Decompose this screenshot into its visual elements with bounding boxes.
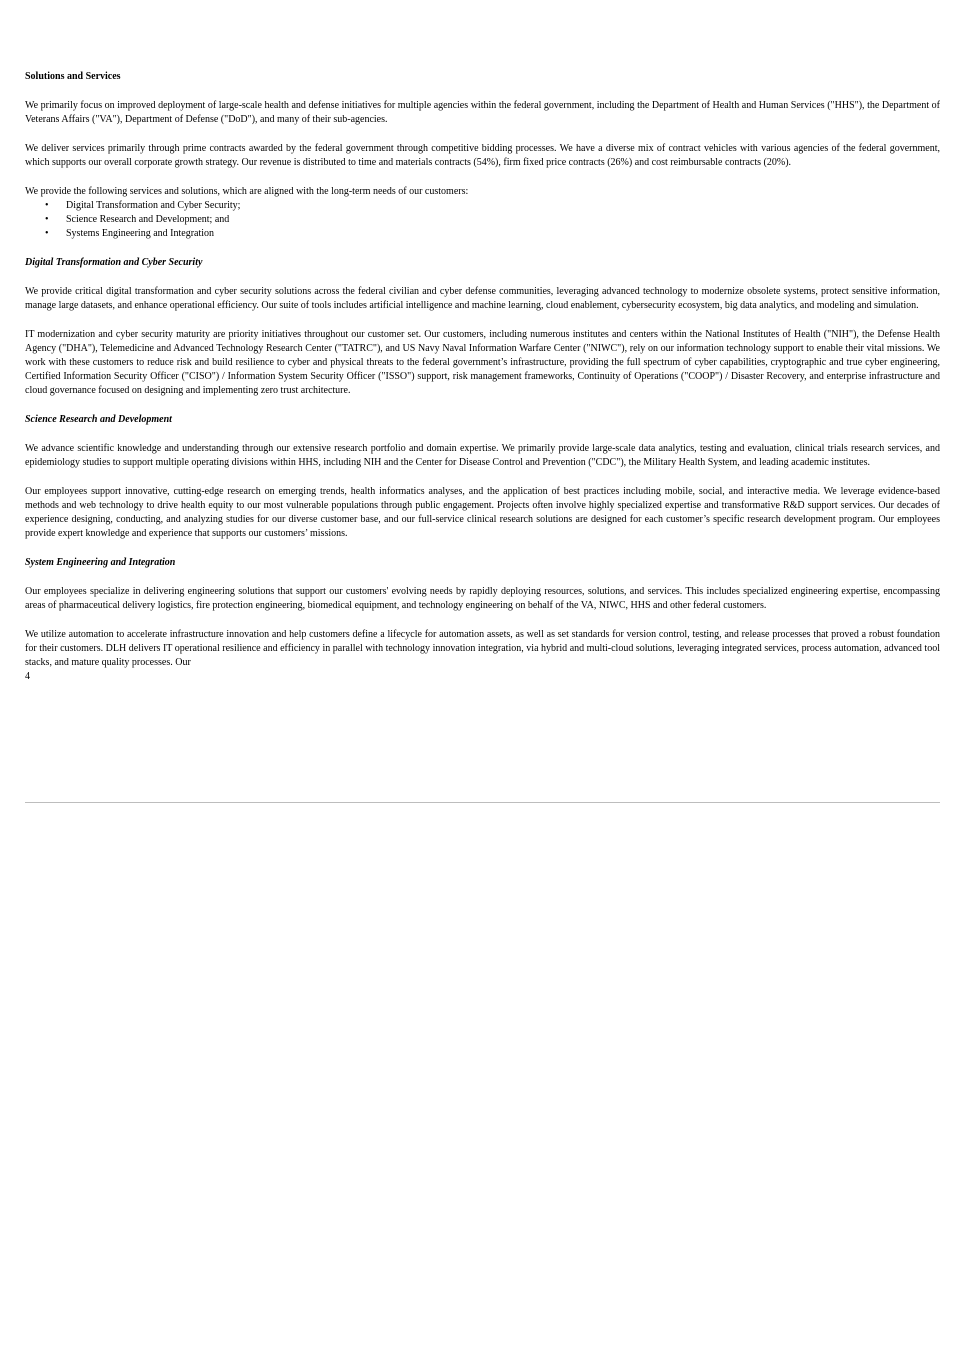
list-item-text: Science Research and Development; and: [66, 214, 230, 225]
list-item: [25, 199, 940, 213]
bullet-icon: •: [45, 228, 49, 239]
systems-paragraph-1: Our employees specialize in delivering engineering solutions that support our customers' evolving needs by rapidly deploying resources, solutions, and services. This includes specialized engineering expertise, encompassing areas of pharmaceutical delivery logistics, fire protection engineering, biomedical equipment, and technology engineering on behalf of the VA, NIWC, HHS and other federal customers.: [25, 586, 940, 611]
intro-paragraph-3: We provide the following services and solutions, which are aligned with the long-term needs of our customers:: [25, 186, 469, 197]
digital-paragraph-1: We provide critical digital transformation and cyber security solutions across the federal civilian and cyber defense communities, leveraging advanced technology to modernize obsolete systems, protect sensitive information, manage large datasets, and enhance operational efficiency. Our suite of tools includes artificial intelligence and machine learning, cloud enablement, cybersecurity ecosystem, big data analytics, and modeling and simulation.: [25, 286, 940, 311]
bullet-icon: •: [45, 214, 49, 225]
systems-engineering-heading: System Engineering and Integration: [25, 557, 176, 568]
services-list: [25, 199, 940, 241]
document-page: [25, 70, 940, 684]
list-item: [25, 227, 940, 241]
digital-paragraph-2: IT modernization and cyber security maturity are priority initiatives throughout our customer set. Our customers, including numerous institutes and centers within the National Institutes of Health ("NIH"), the Defense Health Agency ("DHA"), Telemedicine and Advanced Technology Research Center ("TATRC"), and US Navy Naval Information Warfare Center ("NIWC"), rely on our information technology support to enable their vital missions. We work with these customers to reduce risk and build resilience to cyber and physical threats to the federal government’s infrastructure, providing the full spectrum of cyber capabilities, cryptographic and true cyber engineering, Certified Information Security Officer ("CISO") / Information System Security Officer ("ISSO") support, risk management frameworks, Continuity of Operations ("COOP") / Disaster Recovery, and enterprise infrastructure and cloud governance focused on designing and implementing zero trust architecture.: [25, 329, 940, 396]
systems-paragraph-2: We utilize automation to accelerate infrastructure innovation and help customers define a lifecycle for automation assets, as well as set standards for version control, testing, and release processes that proved a robust foundation for their customers. DLH delivers IT operational resilience and efficiency in parallel with technology innovation integration, via hybrid and multi-cloud solutions, leveraging integrated services, process automation, advanced tool stacks, and mature quality processes. Our: [25, 629, 940, 668]
page-divider: [25, 802, 940, 803]
science-research-heading: Science Research and Development: [25, 414, 172, 425]
list-item-text: Systems Engineering and Integration: [66, 228, 215, 239]
bullet-icon: •: [45, 200, 49, 211]
list-item-text: Digital Transformation and Cyber Security;: [66, 200, 241, 211]
section-title: Solutions and Services: [25, 71, 121, 82]
list-item: [25, 213, 940, 227]
page-number: 4: [25, 671, 30, 682]
digital-transformation-heading: Digital Transformation and Cyber Security: [25, 257, 203, 268]
intro-paragraph-2: We deliver services primarily through prime contracts awarded by the federal government through competitive bidding processes. We have a diverse mix of contract vehicles with various agencies of the federal government, which supports our overall corporate growth strategy. Our revenue is distributed to time and materials contracts (54%), firm fixed price contracts (26%) and cost reimbursable contracts (20%).: [25, 143, 940, 168]
science-paragraph-2: Our employees support innovative, cutting-edge research on emerging trends, health informatics analyses, and the application of best practices including mobile, social, and interactive media. We leverage evidence-based methods and web technology to drive health equity to our most vulnerable populations through public engagement. Projects often involve highly specialized expertise and transformative R&D support services. Our decades of experience designing, conducting, and analyzing studies for our diverse customer base, and our full-service clinical research solutions are designed for each customer’s specific research development program. Our employees provide expert knowledge and experience that supports our customers’ missions.: [25, 486, 940, 539]
intro-paragraph-1: We primarily focus on improved deployment of large-scale health and defense initiatives for multiple agencies within the federal government, including the Department of Health and Human Services ("HHS"), the Department of Veterans Affairs ("VA"), Department of Defense ("DoD"), and many of their sub-agencies.: [25, 100, 940, 125]
science-paragraph-1: We advance scientific knowledge and understanding through our extensive research portfolio and domain expertise. We primarily provide large-scale data analytics, testing and evaluation, clinical trials research services, and epidemiology studies to support multiple operating divisions within HHS, including NIH and the Center for Disease Control and Prevention ("CDC"), the Military Health System, and leading academic institutes.: [25, 443, 940, 468]
